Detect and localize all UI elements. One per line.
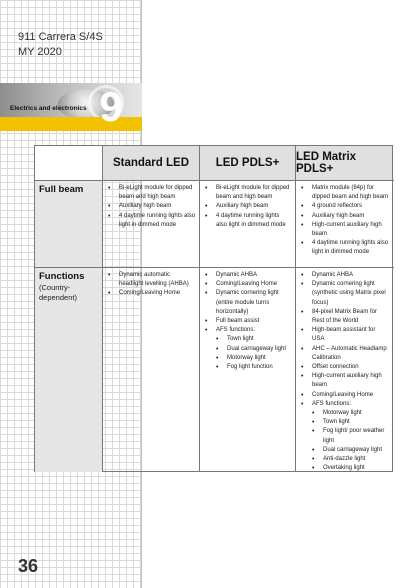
sub-list-item: • Overtaking light [299, 464, 389, 473]
chapter-number: 9 [99, 83, 123, 130]
document-header [18, 30, 103, 60]
list-item: • Auxiliary high beam [203, 202, 292, 211]
page-number: 36 [18, 556, 39, 576]
list-item: • Bi-eLight module for dipped beam and high beam [203, 184, 292, 202]
list-item: • 84-pixel Matrix Beam for Rest of the World [299, 308, 389, 326]
row-title: Functions [39, 271, 85, 282]
list-item: • 4 daytime running lights also light in dimmed mode [299, 239, 389, 257]
table-header-row [35, 146, 394, 180]
sub-list-item: • Motorway light [203, 354, 292, 363]
table-header-corner [35, 146, 102, 180]
list-item: • Matrix module (84p) for dipped beam and high beam [299, 184, 389, 202]
cell-full-beam-pdls [199, 181, 295, 267]
list-item: • High-beam assistant for USA [299, 326, 389, 344]
table-row-full-beam [35, 180, 394, 267]
list-item: • Full beam assist [203, 317, 292, 326]
cell-full-beam-standard [102, 181, 199, 267]
list-item: • Dynamic AHBA [203, 271, 292, 280]
row-label-full-beam [35, 181, 102, 267]
column-header-led-matrix-pdls: LED Matrix PDLS+ [295, 146, 392, 180]
list-item: • Auxiliary high beam [106, 202, 196, 211]
row-title: Full beam [39, 184, 84, 195]
sub-list-item: • Fog light/ poor weather light [299, 427, 389, 445]
list-item: • Dynamic automatic headlight levelling (AHBA) [106, 271, 196, 289]
sub-list-item: • Dual carriageway light [299, 446, 389, 455]
list-item: • Coming/Leaving Home [203, 280, 292, 289]
list-item: • AFS functions: [203, 326, 292, 335]
lighting-comparison-table [34, 145, 393, 472]
list-item: • Bi-eLight module for dipped beam and high beam [106, 184, 196, 202]
sub-list-item: • Town light [203, 335, 292, 344]
sub-list-item: • Fog light function [203, 363, 292, 372]
column-header-led-pdls: LED PDLS+ [199, 146, 295, 180]
cell-functions-matrix [295, 268, 392, 472]
list-item: • AFS functions: [299, 400, 389, 409]
list-item: • AHC – Automatic Headlamp Calibration [299, 345, 389, 363]
row-label-functions [35, 268, 102, 472]
list-item: • 4 daytime running lights also light in dimmed mode [106, 212, 196, 230]
chapter-label: Electrics and electronics [10, 105, 87, 112]
sub-list-item: • Dual carriageway light [203, 345, 292, 354]
list-item: • Dynamic cornering light (entire module turns horizontally) [203, 289, 292, 317]
list-item: • Dynamic AHBA [299, 271, 389, 280]
cell-full-beam-matrix [295, 181, 392, 267]
model-name: 911 Carrera S/4S [18, 31, 103, 43]
list-item: • Auxiliary high beam [299, 212, 389, 221]
sub-list-item: • Town light [299, 418, 389, 427]
sub-list-item: • Anti-dazzle light [299, 455, 389, 464]
row-subtitle: (Country-dependent) [39, 283, 77, 302]
list-item: • Coming/Leaving Home [299, 391, 389, 400]
list-item: • High-current auxiliary high beam [299, 372, 389, 390]
list-item: • 4 ground reflectors [299, 202, 389, 211]
list-item: • Coming/Leaving Home [106, 289, 196, 298]
cell-functions-standard [102, 268, 199, 472]
sub-list-item: • Motorway light [299, 409, 389, 418]
list-item: • Offset connection [299, 363, 389, 372]
list-item: • Dynamic cornering light (synthetic using Matrix pixel focus) [299, 280, 389, 308]
list-item: • High-current auxiliary high beam [299, 221, 389, 239]
table-row-functions [35, 267, 394, 472]
cell-functions-pdls [199, 268, 295, 472]
list-item: • 4 daytime running lights also light in dimmed mode [203, 212, 292, 230]
model-year: MY 2020 [18, 46, 62, 58]
column-header-standard-led: Standard LED [102, 146, 199, 180]
